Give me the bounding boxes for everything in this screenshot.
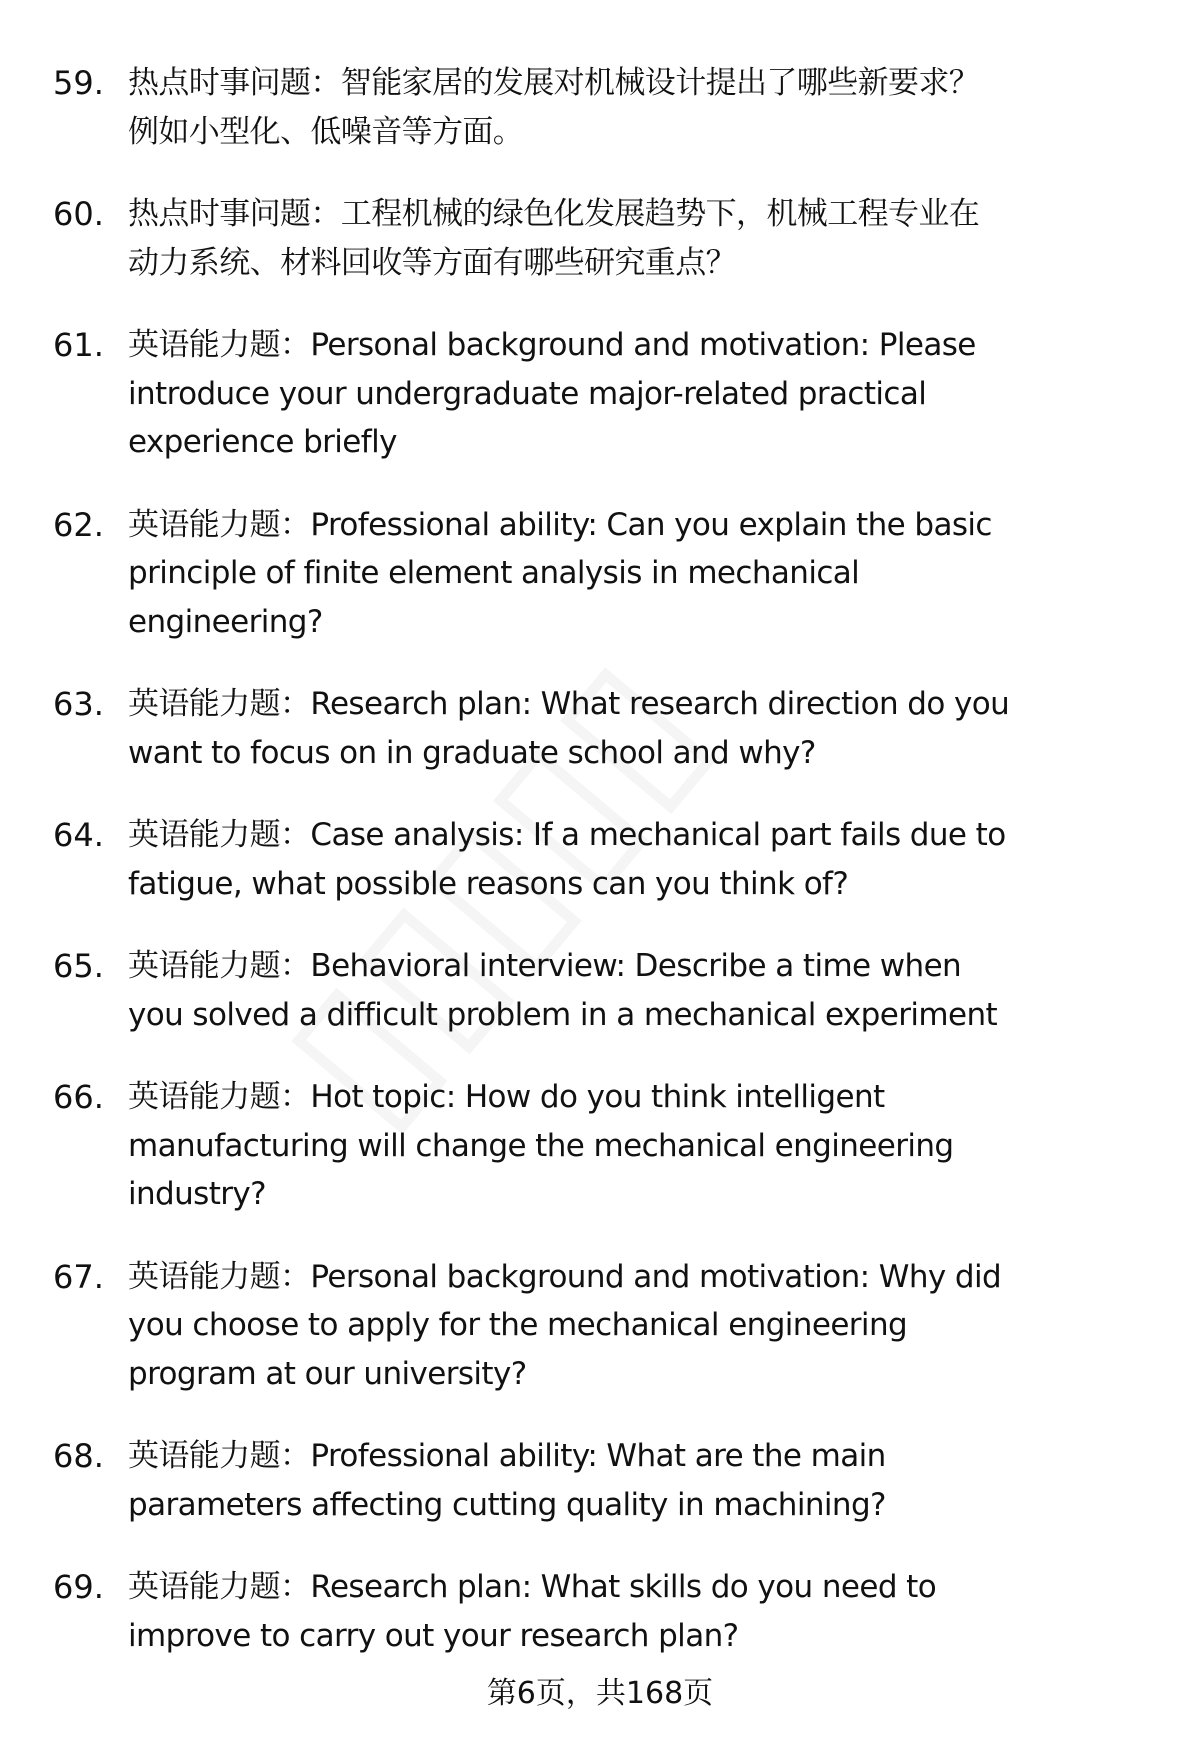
question-text xyxy=(128,501,1200,647)
question-number: 65. xyxy=(53,947,104,985)
question-text-line: principle of finite element analysis in mechanical xyxy=(128,555,860,591)
question-item xyxy=(0,1073,1200,1219)
question-item xyxy=(0,942,1200,1039)
question-text xyxy=(128,942,1200,1039)
question-text-line: you choose to apply for the mechanical engineering xyxy=(128,1307,908,1343)
question-text-line: 例如小型化、低噪音等方面。 xyxy=(128,113,524,150)
question-number: 67. xyxy=(53,1257,104,1296)
question-text xyxy=(128,1073,1200,1219)
question-text xyxy=(128,1563,1200,1660)
question-number: 61. xyxy=(53,326,104,364)
question-item xyxy=(0,501,1200,647)
question-text-line: 英语能力题：Case analysis: If a mechanical part fails due to xyxy=(128,817,1006,853)
question-text-line: 英语能力题：Personal background and motivation: Please xyxy=(128,327,976,363)
question-number: 59. xyxy=(53,64,104,102)
question-text-line: introduce your undergraduate major-related practical xyxy=(128,375,927,412)
question-number: 68. xyxy=(53,1437,104,1475)
question-number: 69. xyxy=(53,1568,104,1606)
question-text-line: 热点时事问题：智能家居的发展对机械设计提出了哪些新要求？ xyxy=(128,65,980,101)
question-text-line: want to focus on in graduate school and why? xyxy=(128,734,816,771)
question-text-line: experience briefly xyxy=(128,424,397,460)
question-text-line: 英语能力题：Professional ability: What are the main xyxy=(128,1438,886,1474)
question-text xyxy=(128,811,1200,908)
question-text-line: you solved a difficult problem in a mechanical experiment xyxy=(128,996,998,1033)
question-text-line: program at our university? xyxy=(128,1355,527,1392)
question-text-line: parameters affecting cutting quality in machining? xyxy=(128,1486,886,1523)
question-item xyxy=(0,190,1200,287)
question-number: 63. xyxy=(53,685,104,723)
question-number: 64. xyxy=(53,816,104,854)
question-item xyxy=(0,680,1200,777)
question-text-line: improve to carry out your research plan? xyxy=(128,1617,739,1654)
question-item xyxy=(0,1432,1200,1529)
question-list xyxy=(0,59,1200,1694)
question-text-line: 英语能力题：Personal background and motivation: Why did xyxy=(128,1258,1002,1295)
question-text-line: 热点时事问题：工程机械的绿色化发展趋势下，机械工程专业在 xyxy=(128,196,980,232)
question-text-line: 英语能力题：Research plan: What research direction do you xyxy=(128,686,1010,722)
question-item xyxy=(0,59,1200,156)
question-text xyxy=(128,680,1200,777)
question-text xyxy=(128,1253,1200,1399)
question-item xyxy=(0,1253,1200,1399)
question-text-line: engineering? xyxy=(128,603,323,640)
question-text-line: 英语能力题：Hot topic: How do you think intelligent xyxy=(128,1079,885,1115)
question-number: 60. xyxy=(53,195,104,233)
question-number: 66. xyxy=(53,1078,104,1116)
question-number: 62. xyxy=(53,505,104,544)
question-text-line: manufacturing will change the mechanical engineering xyxy=(128,1127,954,1164)
question-item xyxy=(0,321,1200,467)
question-text xyxy=(128,321,1200,467)
question-text xyxy=(128,59,1200,156)
question-item xyxy=(0,811,1200,908)
question-text-line: 英语能力题：Behavioral interview: Describe a time when xyxy=(128,948,962,984)
question-text xyxy=(128,190,1200,287)
question-text-line: 英语能力题：Research plan: What skills do you need to xyxy=(128,1569,937,1605)
page-number-footer: 第6页，共168页 xyxy=(486,1676,714,1711)
question-text-line: 动力系统、材料回收等方面有哪些研究重点？ xyxy=(128,244,736,281)
question-item xyxy=(0,1563,1200,1660)
question-text-line: 英语能力题：Professional ability: Can you explain the basic xyxy=(128,506,992,543)
question-text-line: industry? xyxy=(128,1176,267,1212)
question-text xyxy=(128,1432,1200,1529)
question-text-line: fatigue, what possible reasons can you think of? xyxy=(128,865,849,902)
